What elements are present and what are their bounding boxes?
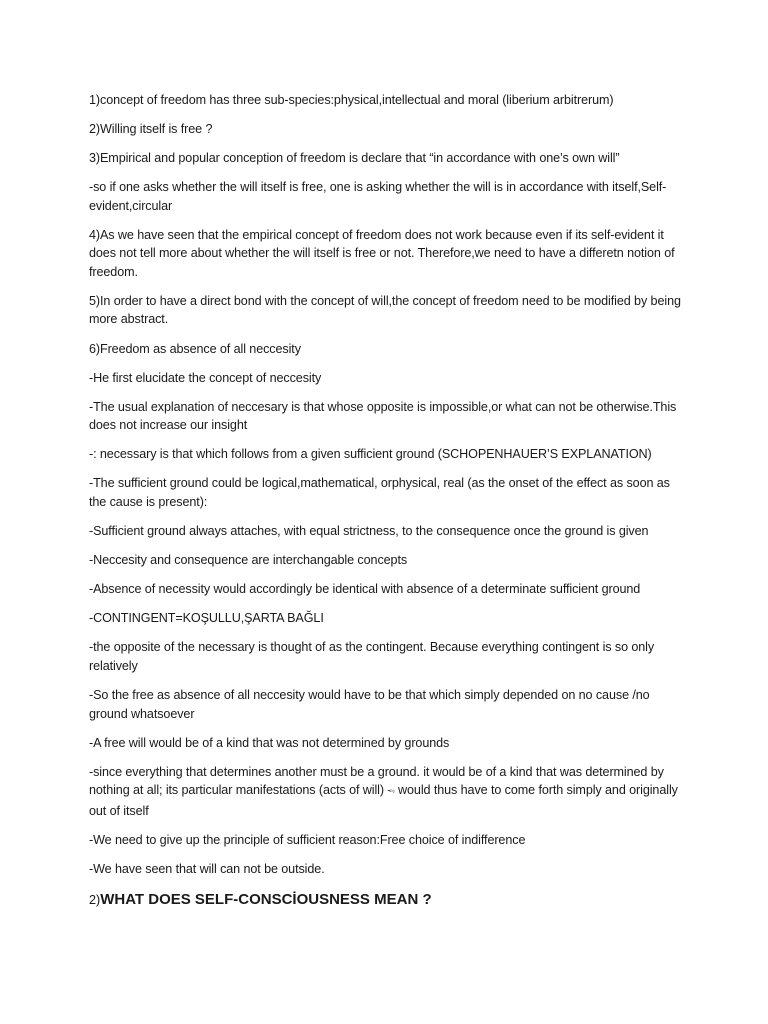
section-heading-number: 2) (89, 892, 101, 907)
paragraph-21: -We have seen that will can not be outside. (89, 861, 325, 876)
paragraph-17: -So the free as absence of all neccesity would have to be that which simply depended on no cause /no ground whatsoever (89, 688, 650, 721)
paragraph-19 (89, 763, 689, 821)
pointing-hand-icon: 🖘 (387, 786, 395, 798)
paragraph-19-text-after: would thus have to come forth simply and originally out of itself (89, 783, 678, 818)
paragraph-20: -We need to give up the principle of sufficient reason:Free choice of indifference (89, 832, 526, 847)
document-page (89, 91, 689, 911)
paragraph-14: -Absence of necessity would accordingly be identical with absence of a determinate sufficient ground (89, 582, 641, 597)
paragraph-10: -: necessary is that which follows from a given sufficient ground (SCHOPENHAUER’S EXPLANATION) (89, 447, 652, 462)
paragraph-9: -The usual explanation of neccesary is that whose opposite is impossible,or what can not be otherwise.This does not increase our insight (89, 399, 677, 433)
paragraph-16: -the opposite of the necessary is thought of as the contingent. Because everything contingent is so only relatively (89, 640, 655, 673)
paragraph-18: -A free will would be of a kind that was not determined by grounds (89, 735, 450, 750)
paragraph-11: -The sufficient ground could be logical,mathematical, orphysical, real (as the onset of the effect as soon as the cause is present): (89, 476, 670, 509)
paragraph-6: 5)In order to have a direct bond with the concept of will,the concept of freedom need to be modified by being more abstract. (89, 293, 681, 327)
paragraph-4: -so if one asks whether the will itself is free, one is asking whether the will is in accordance with itself,Self-evident,circular (89, 180, 667, 213)
paragraph-8: -He first elucidate the concept of neccesity (89, 370, 322, 385)
paragraph-5: 4)As we have seen that the empirical concept of freedom does not work because even if its self-evident it does not tell more about whether the will itself is free or not. Therefore,we need to have a differetn notion of freedom. (89, 227, 675, 279)
paragraph-15: -CONTINGENT=KOŞULLU,ŞARTA BAĞLI (89, 611, 324, 626)
section-heading (89, 889, 689, 911)
paragraph-2: 2)Willing itself is free ? (89, 122, 213, 137)
paragraph-12: -Sufficient ground always attaches, with equal strictness, to the consequence once the ground is given (89, 524, 649, 539)
paragraph-7: 6)Freedom as absence of all neccesity (89, 341, 301, 356)
section-heading-title: WHAT DOES SELF-CONSCİOUSNESS MEAN ? (100, 890, 432, 908)
paragraph-1: 1)concept of freedom has three sub-species:physical,intellectual and moral (liberium arbitrerum) (89, 93, 614, 107)
paragraph-3: 3)Empirical and popular conception of freedom is declare that “in accordance with one’s own will” (89, 151, 620, 166)
paragraph-19-text-before: -since everything that determines another must be a ground. it would be of a kind that was determined by nothing at all; its particular manifestations (acts of will) (89, 764, 664, 798)
paragraph-13: -Neccesity and consequence are interchangable concepts (89, 553, 408, 568)
